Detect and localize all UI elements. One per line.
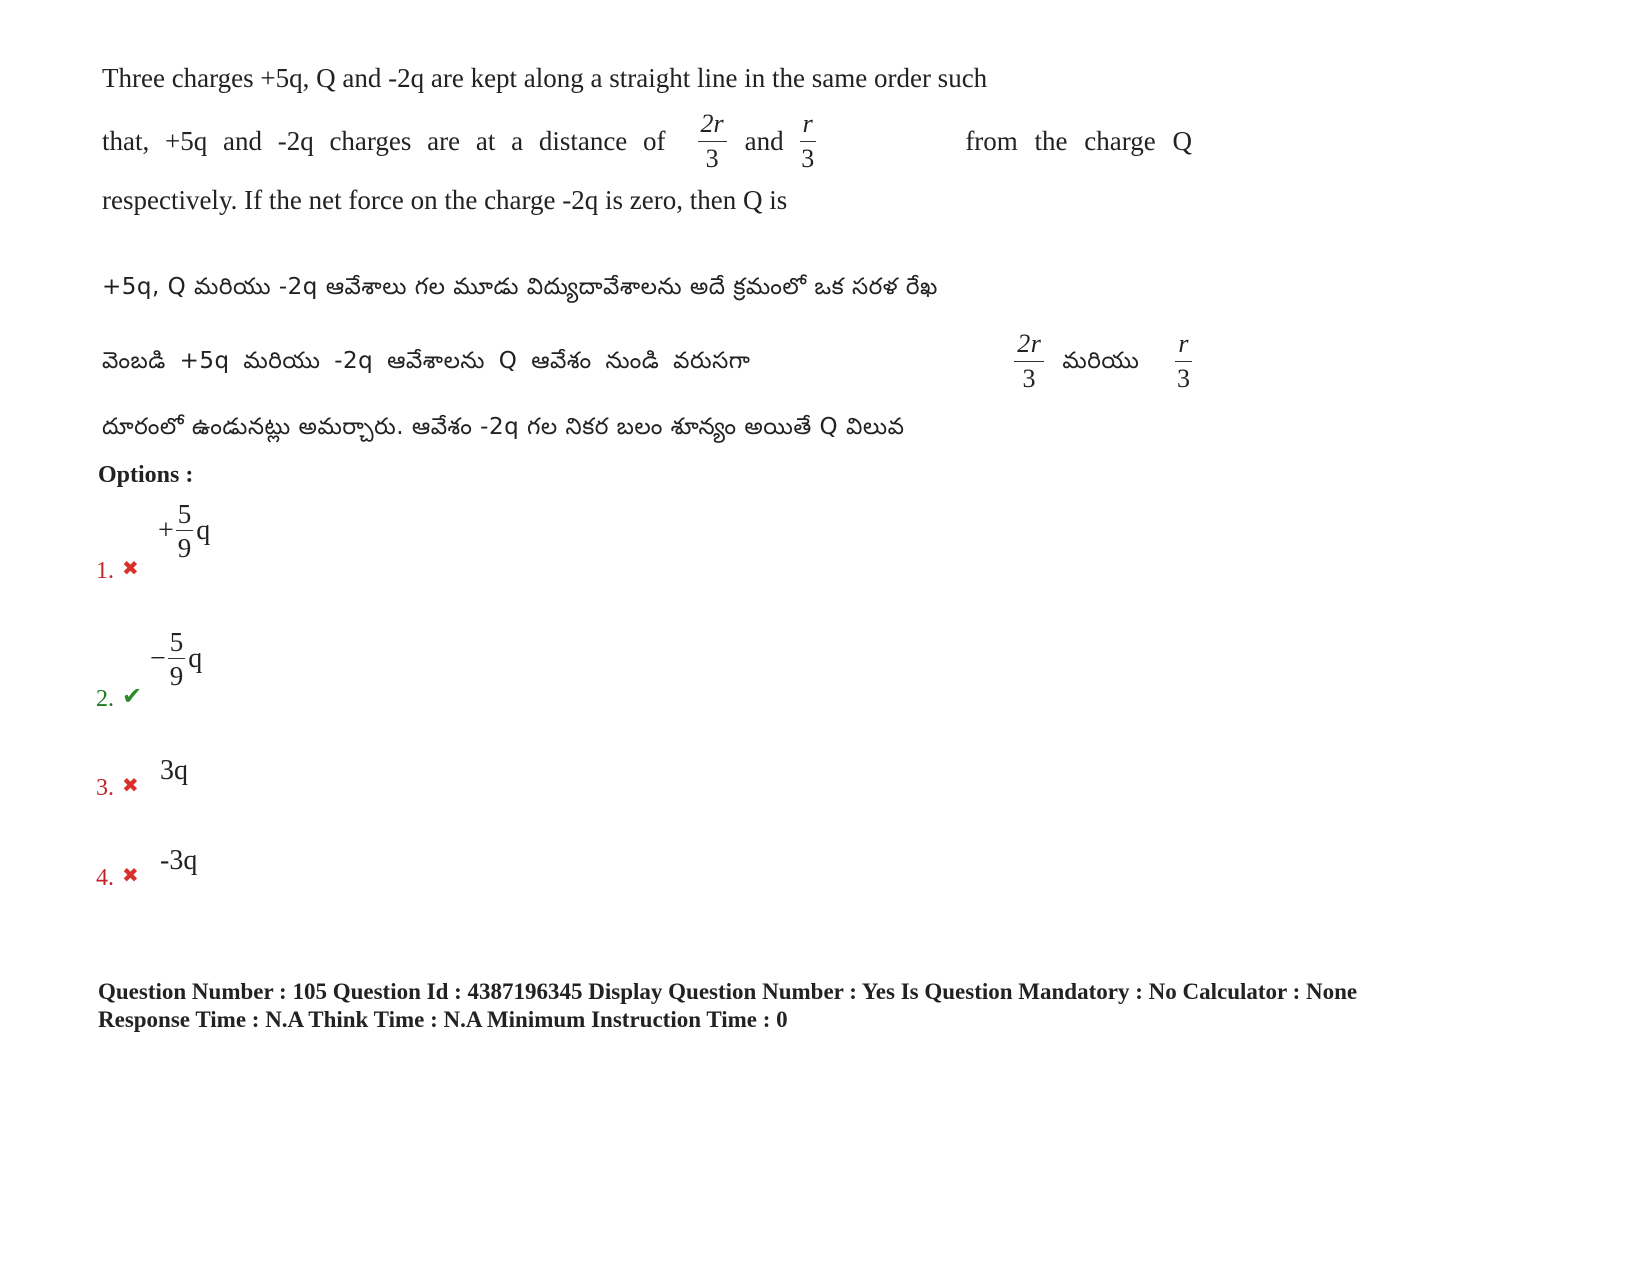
fraction-r-3-te: $\frac{r}{3}$: [1176, 329, 1191, 393]
fraction-r-3: $\frac{r}{3}$: [801, 108, 815, 173]
option-number: 3.: [96, 775, 114, 801]
option-value: 3q: [160, 755, 188, 786]
question-te-line2-and: మరియు: [1062, 348, 1140, 374]
fraction-2r-3-te: $\frac{2r}{3}$: [1014, 330, 1044, 393]
fraction-2r-3: $\frac{2r}{3}$: [698, 110, 727, 173]
check-icon: ✔: [122, 682, 143, 710]
option-value: -3q: [160, 845, 198, 876]
wrong-icon: ✖: [122, 556, 139, 580]
question-te-line2-part1: వెంబడి +5q మరియు -2q ఆవేశాలను Q ఆవేశం నుండి వరుసగా: [102, 348, 751, 374]
metadata-line1: Question Number : 105 Question Id : 4387196345 Display Question Number : Yes Is Question Mandatory : No Calculator : None: [98, 979, 1358, 1004]
question-en-line2-and: and: [744, 125, 784, 156]
metadata-line2: Response Time : N.A Think Time : N.A Minimum Instruction Time : 0: [98, 1007, 788, 1032]
question-en-line3: respectively. If the net force on the charge -2q is zero, then Q is: [102, 185, 788, 215]
question-te-line3: దూరంలో ఉండునట్లు అమర్చారు. ఆవేశం -2q గల నికర బలం శూన్యం అయితే Q విలువ: [102, 414, 905, 440]
option-2[interactable]: [96, 628, 496, 718]
option-3[interactable]: [96, 755, 496, 845]
option-number: 4.: [96, 865, 114, 891]
question-en-line2-part1: that, +5q and -2q charges are at a distance of: [102, 125, 666, 156]
option-value: + $\frac{5}{9}$ q: [158, 499, 211, 563]
question-te-line1: +5q, Q మరియు -2q ఆవేశాలు గల మూడు విద్యుదావేశాలను అదే క్రమంలో ఒక సరళ రేఖ: [102, 274, 938, 300]
option-4[interactable]: [96, 845, 496, 935]
option-1[interactable]: [96, 500, 496, 590]
option-fraction: $\frac{5}{9}$: [177, 499, 192, 563]
option-fraction: $\frac{5}{9}$: [169, 627, 184, 691]
option-number: 1.: [96, 558, 114, 584]
options-label: Options :: [98, 462, 194, 488]
question-en-line2: [102, 106, 1192, 176]
question-en-line2-part3: from the charge Q: [965, 125, 1192, 156]
wrong-icon: ✖: [122, 773, 139, 797]
question-te-line2: [102, 330, 1192, 393]
option-value: − $\frac{5}{9}$ q: [150, 627, 203, 691]
question-en-line1: Three charges +5q, Q and -2q are kept along a straight line in the same order such: [102, 63, 988, 93]
question-metadata: [98, 978, 1357, 1034]
wrong-icon: ✖: [122, 863, 139, 887]
option-number: 2.: [96, 686, 114, 712]
